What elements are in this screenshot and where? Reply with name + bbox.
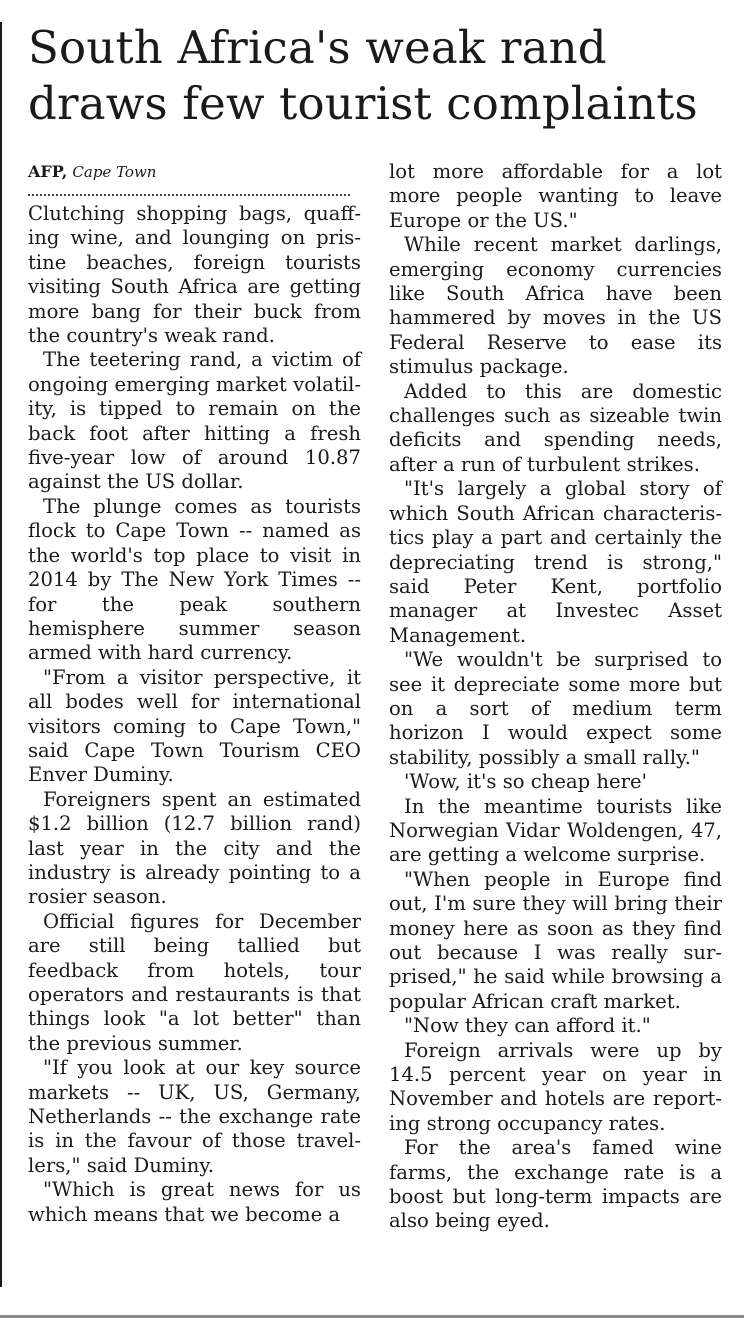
bottom-rule xyxy=(0,1315,744,1318)
paragraph: "Now they can afford it." xyxy=(404,1014,651,1038)
paragraph: The teetering rand, a victim of ongoing emerging market volatility, is tipped to remain on the back foot after hitting a fresh five-year low of around 10.87 against the US dollar. xyxy=(28,348,361,494)
paragraph: "When people in Europe find out, I'm sure they will bring their money here as soon as they find out because I was really surprised," he said while browsing a popular African craft market. xyxy=(389,867,722,1013)
paragraph: Clutching shopping bags, quaffing wine, and lounging on pristine beaches, foreign tourists visiting South Africa are getting more bang for their buck from the country's weak rand. xyxy=(28,202,361,348)
paragraph: For the area's famed wine farms, the exchange rate is a boost but long-term impacts are also being eyed. xyxy=(389,1136,722,1233)
headline-line-1: South Africa's weak rand xyxy=(28,21,607,74)
paragraph: lot more affordable for a lot more people wanting to leave Europe or the US." xyxy=(389,160,722,232)
paragraph: "From a visitor perspective, it all bodes well for international visitors coming to Cape Town," said Cape Town Tourism CEO Enver Duminy. xyxy=(28,665,361,787)
headline xyxy=(28,20,728,132)
article-column-right xyxy=(389,160,722,1234)
left-column-rule xyxy=(0,22,2,1287)
paragraph: In the meantime tourists like Norwegian Vidar Woldengen, 47, are getting a welcome surprise. xyxy=(389,794,722,867)
byline-place: Cape Town xyxy=(72,163,157,181)
byline-divider xyxy=(28,194,350,196)
paragraph: "It's largely a global story of which South African characteristics play a part and certainly the depreciating trend is strong," said Peter Kent, portfolio manager at Investec Asset Management. xyxy=(389,477,722,647)
paragraph: Foreign arrivals were up by 14.5 percent year on year in November and hotels are reporting strong occupancy rates. xyxy=(389,1038,722,1135)
paragraph: Added to this are domestic challenges such as sizeable twin deficits and spending needs, after a run of turbulent strikes. xyxy=(389,379,722,476)
subheading: 'Wow, it's so cheap here' xyxy=(404,770,647,794)
paragraph: While recent market darlings, emerging economy currencies like South Africa have been hammered by moves in the US Federal Reserve to ease its stimulus package. xyxy=(389,233,722,379)
paragraph: "We wouldn't be surprised to see it depreciate some more but on a sort of medium term horizon I would expect some stability, possibly a small rally." xyxy=(389,648,722,769)
headline-line-2: draws few tourist complaints xyxy=(28,77,698,130)
paragraph: "If you look at our key source markets -- UK, US, Germany, Netherlands -- the exchange rate is in the favour of those travellers," said Duminy. xyxy=(28,1056,361,1177)
byline xyxy=(28,160,361,184)
paragraph: Official figures for December are still being tallied but feedback from hotels, tour operators and restaurants is that things look "a lot better" than the previous summer. xyxy=(28,909,361,1055)
paragraph: "Which is great news for us which means that we become a xyxy=(28,1178,361,1226)
paragraph: Foreigners spent an estimated $1.2 billion (12.7 billion rand) last year in the city and the industry is already pointing to a rosier season. xyxy=(28,787,361,909)
article-column-left xyxy=(28,160,361,1227)
byline-agency: AFP, xyxy=(28,162,68,181)
paragraph: The plunge comes as tourists flock to Cape Town -- named as the world's top place to visit in 2014 by The New York Times -- for the peak southern hemisphere summer season armed with hard currency. xyxy=(28,494,361,665)
